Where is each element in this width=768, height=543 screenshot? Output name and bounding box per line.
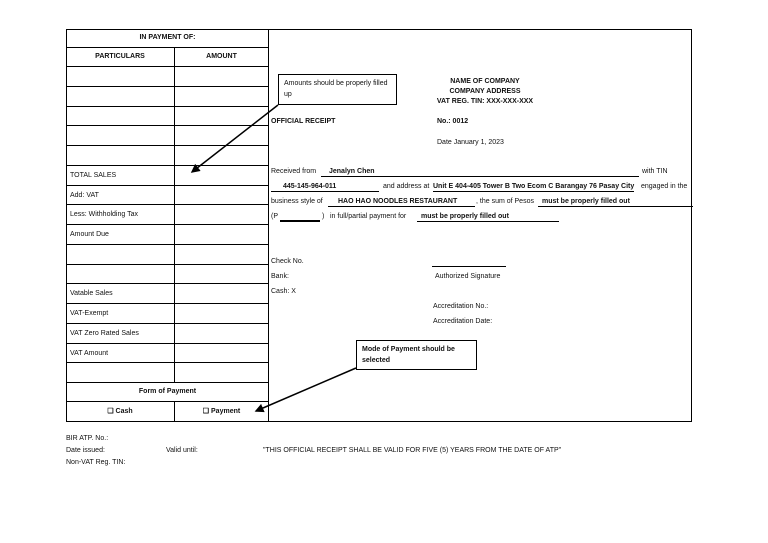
receipt-number: No.: 0012 xyxy=(437,118,469,125)
mode-callout-text: Mode of Payment should be selected xyxy=(362,346,455,364)
authorized-signature-label: Authorized Signature xyxy=(435,273,501,280)
validity-notice: "THIS OFFICIAL RECEIPT SHALL BE VALID FOR FIVE (5) YEARS FROM THE DATE OF ATP" xyxy=(263,447,562,454)
tin-value[interactable] xyxy=(271,182,379,192)
receipt-date: Date January 1, 2023 xyxy=(437,139,504,146)
tin-text: 445-145-964-011 xyxy=(283,183,337,190)
cash-checkbox[interactable]: ❑ Cash xyxy=(107,408,133,415)
particulars-row-label: TOTAL SALES xyxy=(70,172,117,179)
company-name: NAME OF COMPANY xyxy=(450,78,520,85)
particulars-row-label: Add: VAT xyxy=(70,192,99,199)
business-style-label: business style of xyxy=(271,198,323,205)
address-value[interactable]: Unit E 404-405 Tower B Two Ecom C Barangay 76 Pasay City xyxy=(433,183,635,190)
business-style-text: HAO HAO NOODLES RESTAURANT xyxy=(338,198,458,205)
sum-value[interactable] xyxy=(538,197,693,207)
particulars-row-label: Less: Withholding Tax xyxy=(70,211,138,218)
date-issued-label: Date issued: xyxy=(66,447,105,454)
non-vat-tin-label: Non-VAT Reg. TIN: xyxy=(66,459,126,466)
p-amount-field[interactable] xyxy=(280,219,320,222)
valid-until-label: Valid until: xyxy=(166,447,198,454)
particulars-row-label: VAT Amount xyxy=(70,350,109,357)
business-style-value[interactable] xyxy=(328,197,475,207)
sum-text: must be properly filled out xyxy=(542,198,630,205)
full-partial-label: in full/partial payment for xyxy=(330,213,407,220)
particulars-row-label: Amount Due xyxy=(70,231,109,238)
official-receipt-title: OFFICIAL RECEIPT xyxy=(271,118,336,125)
received-from-value[interactable] xyxy=(321,167,639,177)
particulars-header: PARTICULARS xyxy=(95,53,145,60)
company-tin: VAT REG. TIN: XXX-XXX-XXX xyxy=(436,98,534,105)
received-from-label: Received from xyxy=(271,168,317,175)
p-close: ) xyxy=(322,213,325,220)
in-payment-of-header: IN PAYMENT OF: xyxy=(139,34,196,41)
address-label: and address at xyxy=(383,183,430,190)
amount-header: AMOUNT xyxy=(206,53,237,60)
with-tin-label: with TIN xyxy=(642,168,668,175)
particulars-row-label: Vatable Sales xyxy=(70,290,113,297)
p-label: (P xyxy=(271,213,278,220)
particulars-row-label: VAT-Exempt xyxy=(70,310,109,317)
payment-checkbox[interactable]: ❑ Payment xyxy=(202,408,241,415)
full-partial-value[interactable] xyxy=(417,212,559,222)
received-from-text: Jenalyn Chen xyxy=(329,168,375,175)
bank-label: Bank: xyxy=(271,273,289,280)
sum-label: , the sum of Pesos xyxy=(476,198,534,205)
amounts-callout-text: Amounts should be properly filled up xyxy=(284,80,388,98)
full-partial-text: must be properly filled out xyxy=(421,213,509,220)
form-of-payment-label: Form of Payment xyxy=(138,388,197,395)
engaged-label: engaged in the xyxy=(641,183,688,190)
signature-line[interactable] xyxy=(432,266,506,267)
particulars-row-label: VAT Zero Rated Sales xyxy=(70,330,139,337)
company-address: COMPANY ADDRESS xyxy=(449,88,521,95)
accreditation-no-label: Accreditation No.: xyxy=(433,303,489,310)
check-no-label: Check No. xyxy=(271,258,304,265)
cash-label: Cash: X xyxy=(271,288,296,295)
accreditation-date-label: Accreditation Date: xyxy=(433,318,493,325)
bir-atp-label: BIR ATP. No.: xyxy=(66,435,109,442)
